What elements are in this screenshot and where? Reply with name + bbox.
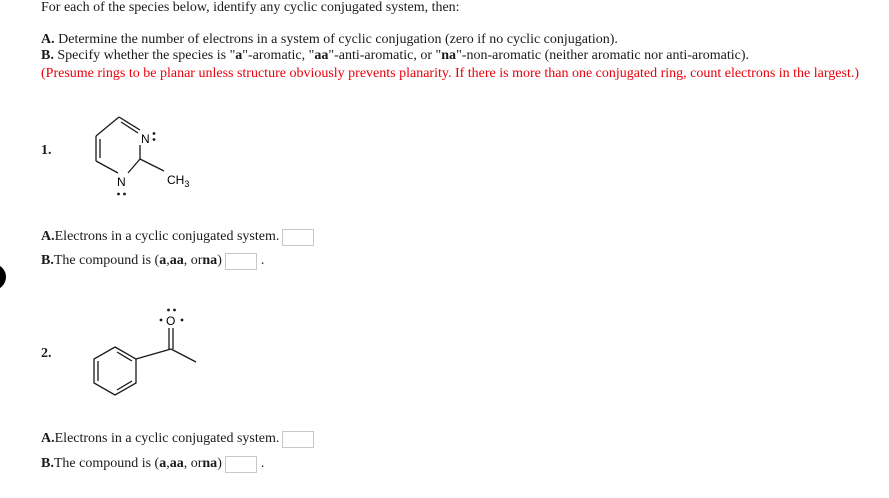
instruction-b-pre: Specify whether the species is " bbox=[53, 48, 236, 63]
instruction-b-post: "-non-aromatic (neither aromatic nor anti-aromatic). bbox=[456, 48, 750, 63]
instruction-b-label: B. bbox=[41, 48, 54, 63]
methyl-subscript: 3 bbox=[184, 179, 190, 189]
lone-pair-dot bbox=[181, 319, 184, 322]
part-b-sep2: , or bbox=[183, 253, 203, 268]
lone-pair-dot bbox=[167, 309, 170, 312]
instruction-a-text: Determine the number of electrons in a system of cyclic conjugation (zero if no cyclic conjugation). bbox=[54, 32, 618, 47]
electron-count-input[interactable] bbox=[282, 431, 314, 448]
aromaticity-input[interactable] bbox=[225, 253, 257, 270]
lone-pair-dot bbox=[173, 309, 176, 312]
part-b-aa: aa bbox=[169, 253, 184, 268]
instruction-b-mid2: "-anti-aromatic, or " bbox=[328, 48, 442, 63]
part-a-text: Electrons in a cyclic conjugated system. bbox=[54, 229, 280, 244]
part-b-a: a bbox=[159, 456, 167, 471]
instruction-b bbox=[41, 48, 876, 64]
part-b-sep1: , bbox=[166, 456, 170, 471]
lone-pair-dot bbox=[117, 193, 120, 196]
question-2-number: 2. bbox=[41, 346, 52, 361]
instruction-a bbox=[41, 32, 876, 48]
part-b-aa: aa bbox=[169, 456, 184, 471]
question-2-part-a bbox=[41, 430, 314, 448]
part-b-end: . bbox=[260, 456, 265, 471]
part-a-label: A. bbox=[41, 431, 55, 446]
part-b-pre: The compound is ( bbox=[53, 456, 160, 471]
part-b-end: . bbox=[260, 253, 265, 268]
part-b-a: a bbox=[159, 253, 167, 268]
question-1-part-a bbox=[41, 228, 314, 246]
instruction-b-mid1: "-aromatic, " bbox=[242, 48, 315, 63]
planarity-note: (Presume rings to be planar unless structure obviously prevents planarity. If there is more than one conjugated ring, count electrons in the largest.) bbox=[41, 66, 859, 81]
question-1-part-b bbox=[41, 252, 264, 270]
pyrimidine-structure bbox=[80, 112, 210, 212]
part-b-post: ) bbox=[217, 253, 222, 268]
side-tab-handle[interactable] bbox=[0, 264, 6, 290]
part-b-na: na bbox=[202, 456, 218, 471]
methyl-label bbox=[167, 173, 189, 189]
ring-nitrogen-top: N bbox=[141, 132, 150, 146]
methyl-ch: CH bbox=[167, 173, 185, 187]
instruction-b-a: a bbox=[235, 48, 243, 63]
instruction-b-na: na bbox=[441, 48, 457, 63]
electron-count-input[interactable] bbox=[282, 229, 314, 246]
lone-pair-dot bbox=[123, 193, 126, 196]
question-2-part-b bbox=[41, 455, 264, 473]
part-a-label: A. bbox=[41, 229, 55, 244]
lone-pair-dot bbox=[153, 138, 156, 141]
part-b-label: B. bbox=[41, 456, 54, 471]
part-b-post: ) bbox=[217, 456, 222, 471]
aromaticity-input[interactable] bbox=[225, 456, 257, 473]
lone-pair-dot bbox=[153, 132, 156, 135]
instruction-a-label: A. bbox=[41, 32, 55, 47]
intro-text: For each of the species below, identify any cyclic conjugated system, then: bbox=[41, 0, 460, 15]
ring-nitrogen-bottom: N bbox=[117, 175, 126, 189]
acetophenone-structure bbox=[80, 300, 210, 410]
part-b-pre: The compound is ( bbox=[53, 253, 160, 268]
question-1-number: 1. bbox=[41, 143, 52, 158]
part-b-label: B. bbox=[41, 253, 54, 268]
lone-pair-dot bbox=[160, 319, 163, 322]
instruction-b-aa: aa bbox=[314, 48, 329, 63]
part-b-sep1: , bbox=[166, 253, 170, 268]
carbonyl-oxygen: O bbox=[166, 314, 176, 328]
part-b-sep2: , or bbox=[183, 456, 203, 471]
part-a-text: Electrons in a cyclic conjugated system. bbox=[54, 431, 280, 446]
part-b-na: na bbox=[202, 253, 218, 268]
